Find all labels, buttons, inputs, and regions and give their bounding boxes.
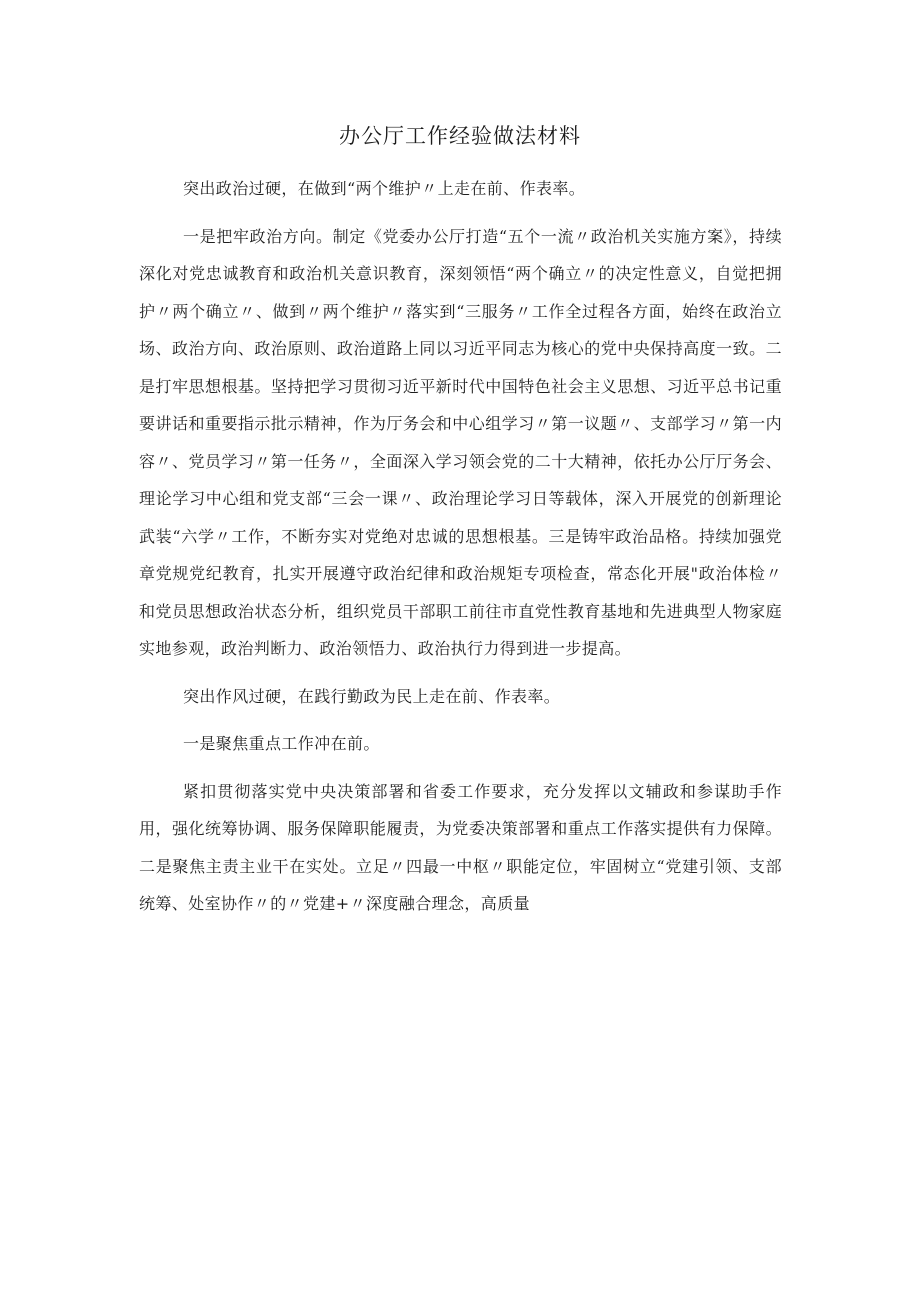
paragraph: 紧扣贯彻落实党中央决策部署和省委工作要求，充分发挥以文辅政和参谋助手作用，强化统筹协调、服务保障职能履责，为党委决策部署和重点工作落实提供有力保障。二是聚焦主责主业干在实处。立足〃四最一中枢〃职能定位，牢固树立“党建引领、支部统筹、处室协作〃的〃党建+〃深度融合理念，高质量 — [139, 781, 782, 913]
document-body — [139, 170, 782, 923]
paragraph: 突出作风过硬，在践行勤政为民上走在前、作表率。 — [183, 686, 561, 706]
paragraph: 突出政治过硬，在做到“两个维护〃上走在前、作表率。 — [183, 179, 586, 198]
document-title: 办公厅工作经验做法材料 — [339, 124, 581, 148]
paragraph: 一是聚焦重点工作冲在前。 — [183, 734, 380, 753]
paragraph: 一是把牢政治方向。制定《党委办公厅打造“五个一流〃政治机关实施方案》，持续深化对党忠诚教育和政治机关意识教育，深刻领悟“两个确立〃的决定性意义，自觉把拥护〃两个确立〃、做到〃两个维护〃落实到“三服务〃工作全过程各方面，始终在政治立场、政治方向、政治原则、政治道路上同以习近平同志为核心的党中央保持高度一致。二是打牢思想根基。坚持把学习贯彻习近平新时代中国特色社会主义思想、习近平总书记重要讲话和重要指示批示精神，作为厅务会和中心组学习〃第一议题〃、支部学习〃第一内容〃、党员学习〃第一任务〃，全面深入学习领会党的二十大精神，依托办公厅厅务会、理论学习中心组和党支部“三会一课〃、政治理论学习日等载体，深入开展党的创新理论武装“六学〃工作，不断夯实对党绝对忠诚的思想根基。三是铸牢政治品格。持续加强党章党规党纪教育，扎实开展遵守政治纪律和政治规矩专项检查，常态化开展"政治体检〃和党员思想政治状态分析，组织党员干部职工前往市直党性教育基地和先进典型人物家庭实地参观，政治判断力、政治领悟力、政治执行力得到进一步提高。 — [139, 226, 782, 658]
